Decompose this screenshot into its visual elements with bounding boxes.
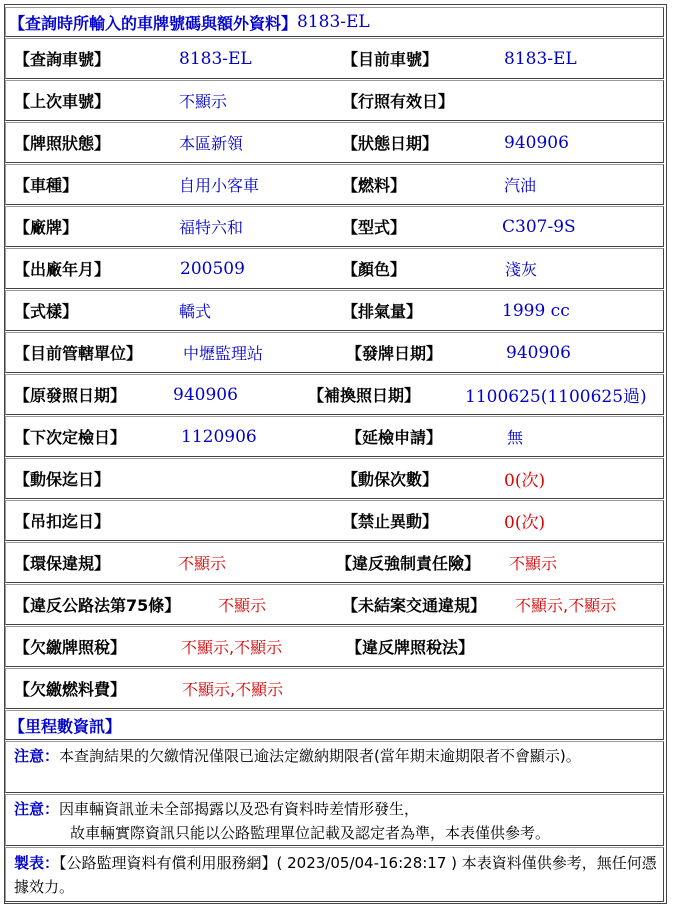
row-label-2: 【發牌日期】 [346, 344, 443, 363]
row-label-1: 【動保迄日】 [14, 470, 111, 489]
note-body: 因車輛資訊並未全部揭露以及恐有資料時差情形發生， [59, 800, 420, 818]
table-row [5, 458, 664, 499]
table-row [5, 626, 664, 667]
row-value-1: 不顯示 [218, 596, 267, 615]
row-label-1: 【車種】 [14, 176, 79, 195]
row-label-2: 【補換照日期】 [308, 386, 421, 405]
row-value-2: 8183-EL [504, 48, 577, 69]
row-label-2: 【違反牌照稅法】 [346, 638, 475, 657]
row-value-2: 無 [507, 428, 524, 447]
table-row [5, 248, 664, 289]
table-row [5, 332, 664, 373]
note-row [5, 794, 664, 846]
row-label-1: 【原發照日期】 [14, 386, 127, 405]
table-row [5, 206, 664, 247]
row-label-1: 【環保違規】 [14, 554, 111, 573]
row-value-1: 8183-EL [179, 48, 252, 69]
header-title-text: 【查詢時所輸入的車牌號碼與額外資料】 [9, 13, 298, 33]
row-value-2: 1999 cc [502, 300, 570, 321]
note-text [14, 744, 657, 768]
row-label-1: 【廠牌】 [14, 218, 79, 237]
row-value-2: 汽油 [504, 176, 537, 195]
row-value-2: 0(次) [504, 513, 546, 533]
table-row [5, 416, 664, 457]
row-value-2: C307-9S [502, 216, 576, 237]
row-label-1: 【下次定檢日】 [14, 428, 127, 447]
row-label-2: 【行照有效日】 [342, 92, 455, 111]
row-value-1: 不顯示,不顯示 [182, 680, 284, 699]
row-value-2: 0(次) [504, 471, 546, 491]
note-row [5, 847, 664, 902]
row-value-2: 940906 [504, 132, 569, 153]
row-value-2: 940906 [506, 342, 571, 363]
table-row [5, 80, 664, 121]
row-value-2: 1100625(1100625過) [465, 387, 647, 407]
row-label-1: 【式樣】 [14, 302, 79, 321]
row-value-1: 不顯示,不顯示 [181, 638, 283, 657]
note-label: 注意： [14, 800, 60, 818]
row-label-1: 【違反公路法第75條】 [14, 596, 181, 615]
table-row [5, 542, 664, 583]
row-label-1: 【目前管轄單位】 [14, 344, 143, 363]
row-label-1: 【牌照狀態】 [14, 134, 111, 153]
row-label-2: 【延檢申請】 [346, 428, 443, 447]
row-value-1: 本區新領 [179, 134, 244, 153]
table-row [5, 584, 664, 625]
table-header-row [5, 7, 664, 37]
note-body-line2: 故車輛實際資訊只能以公路監理單位記載及認定者為準，本表僅供參考。 [70, 824, 551, 842]
row-value-1: 1120906 [181, 426, 257, 447]
header-plate: 8183-EL [297, 12, 370, 32]
row-value-2: 不顯示 [509, 554, 558, 573]
row-label-1: 【欠繳燃料費】 [14, 680, 127, 699]
table-row [5, 164, 664, 205]
row-label-2: 【狀態日期】 [342, 134, 439, 153]
row-label-2: 【未結案交通違規】 [342, 596, 487, 615]
row-label-2: 【燃料】 [342, 176, 407, 195]
table-row [5, 500, 664, 541]
table-row [5, 122, 664, 163]
mileage-section-row [5, 710, 664, 740]
note-label: 製表： [14, 854, 60, 872]
row-label-2: 【禁止異動】 [342, 512, 439, 531]
mileage-title: 【里程數資訊】 [9, 716, 122, 736]
table-row [5, 38, 664, 79]
row-label-2: 【顏色】 [342, 260, 407, 279]
table-row [5, 668, 664, 709]
row-label-2: 【違反強制責任險】 [336, 554, 481, 573]
row-value-1: 中壢監理站 [183, 344, 264, 363]
header-title [9, 8, 370, 36]
row-label-1: 【欠繳牌照稅】 [14, 638, 127, 657]
row-value-1: 轎式 [179, 302, 212, 321]
row-value-1: 不顯示 [179, 92, 228, 111]
row-label-1: 【查詢車號】 [14, 50, 111, 69]
row-value-2: 不顯示,不顯示 [515, 596, 617, 615]
row-value-1: 940906 [173, 384, 238, 405]
note-body: 本查詢結果的欠繳情況僅限已逾法定繳納期限者(當年期末逾期限者不會顯示)。 [59, 747, 581, 765]
row-label-1: 【出廠年月】 [14, 260, 111, 279]
row-value-1: 福特六和 [179, 218, 244, 237]
row-label-2: 【目前車號】 [342, 50, 439, 69]
note-label: 注意： [14, 747, 60, 765]
note-text [14, 797, 657, 845]
table-row [5, 374, 664, 415]
row-value-1: 自用小客車 [179, 176, 260, 195]
row-label-1: 【上次車號】 [14, 92, 111, 111]
table-row [5, 290, 664, 331]
row-value-1: 200509 [180, 258, 245, 279]
row-value-1: 不顯示 [178, 554, 227, 573]
row-value-2: 淺灰 [505, 260, 538, 279]
note-text [14, 851, 657, 899]
note-row [5, 741, 664, 793]
row-label-2: 【型式】 [342, 218, 407, 237]
row-label-2: 【排氣量】 [342, 302, 423, 321]
row-label-2: 【動保次數】 [342, 470, 439, 489]
row-label-1: 【吊扣迄日】 [14, 512, 111, 531]
note-body: 【公路監理資料有償利用服務網】( 2023/05/04-16:28:17 ) 本表資料僅供參考，無任何憑據效力。 [14, 854, 657, 896]
